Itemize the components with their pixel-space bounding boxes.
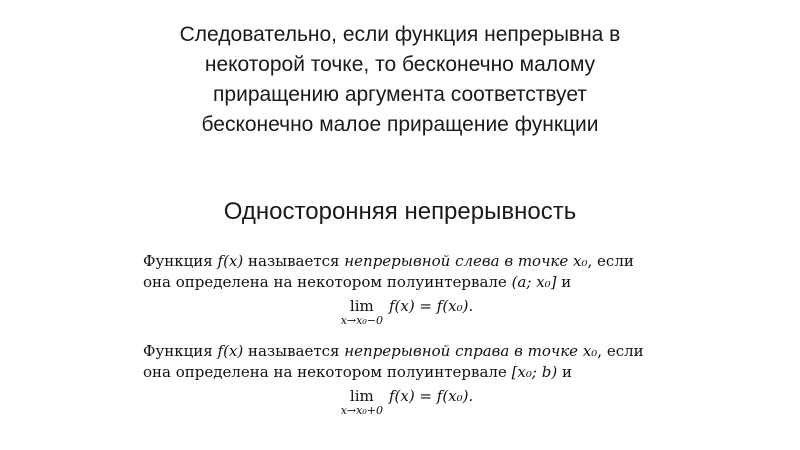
- definitions: [143, 251, 663, 431]
- defined-term: непрерывной слева в точке: [344, 252, 569, 270]
- limit-word: lim: [349, 387, 374, 405]
- definition-line-1: [143, 341, 663, 362]
- function-symbol: f(x): [217, 252, 244, 270]
- limit-formula: [143, 297, 663, 341]
- definition-connector: называется: [243, 342, 345, 360]
- limit-subscript: x→x₀−0: [340, 314, 383, 327]
- domain-text: она определена на некотором полуинтервале: [143, 363, 512, 381]
- interval-symbol: [x₀; b): [511, 363, 558, 381]
- intro-line-2: некоторой точке, то бесконечно малому: [204, 53, 596, 76]
- definition-prefix: Функция: [143, 252, 218, 270]
- right-continuity-definition: [143, 341, 663, 431]
- section-heading: Односторонняя непрерывность: [223, 198, 577, 225]
- definition-line-1: [143, 251, 663, 272]
- interval-symbol: (a; x₀]: [511, 273, 557, 291]
- intro-line-1: Следовательно, если функция непрерывна в: [179, 23, 621, 46]
- limit-operator: [341, 297, 383, 327]
- limit-word: lim: [349, 297, 374, 315]
- limit-equation: f(x) = f(x₀).: [388, 297, 474, 315]
- limit-equation: f(x) = f(x₀).: [388, 387, 474, 405]
- definition-suffix: , если: [587, 252, 634, 270]
- definition-line-2: [143, 362, 663, 383]
- definition-prefix: Функция: [143, 342, 218, 360]
- intro-line-3: приращению аргумента соответствует: [213, 83, 587, 106]
- limit-formula: [143, 387, 663, 431]
- point-symbol: x₀: [578, 342, 598, 360]
- domain-text: она определена на некотором полуинтервале: [143, 273, 512, 291]
- definition-connector: называется: [243, 252, 345, 270]
- intro-line-4: бесконечно малое приращение функции: [201, 113, 599, 136]
- definition-line-2: [143, 272, 663, 293]
- limit-subscript: x→x₀+0: [340, 404, 383, 417]
- defined-term: непрерывной справа в точке: [344, 342, 579, 360]
- point-symbol: x₀: [568, 252, 588, 270]
- function-symbol: f(x): [217, 342, 244, 360]
- definition-suffix: , если: [597, 342, 644, 360]
- intro-paragraph: [120, 20, 680, 140]
- limit-operator: [341, 387, 383, 417]
- left-continuity-definition: [143, 251, 663, 341]
- conjunction: и: [556, 273, 572, 291]
- conjunction: и: [557, 363, 572, 381]
